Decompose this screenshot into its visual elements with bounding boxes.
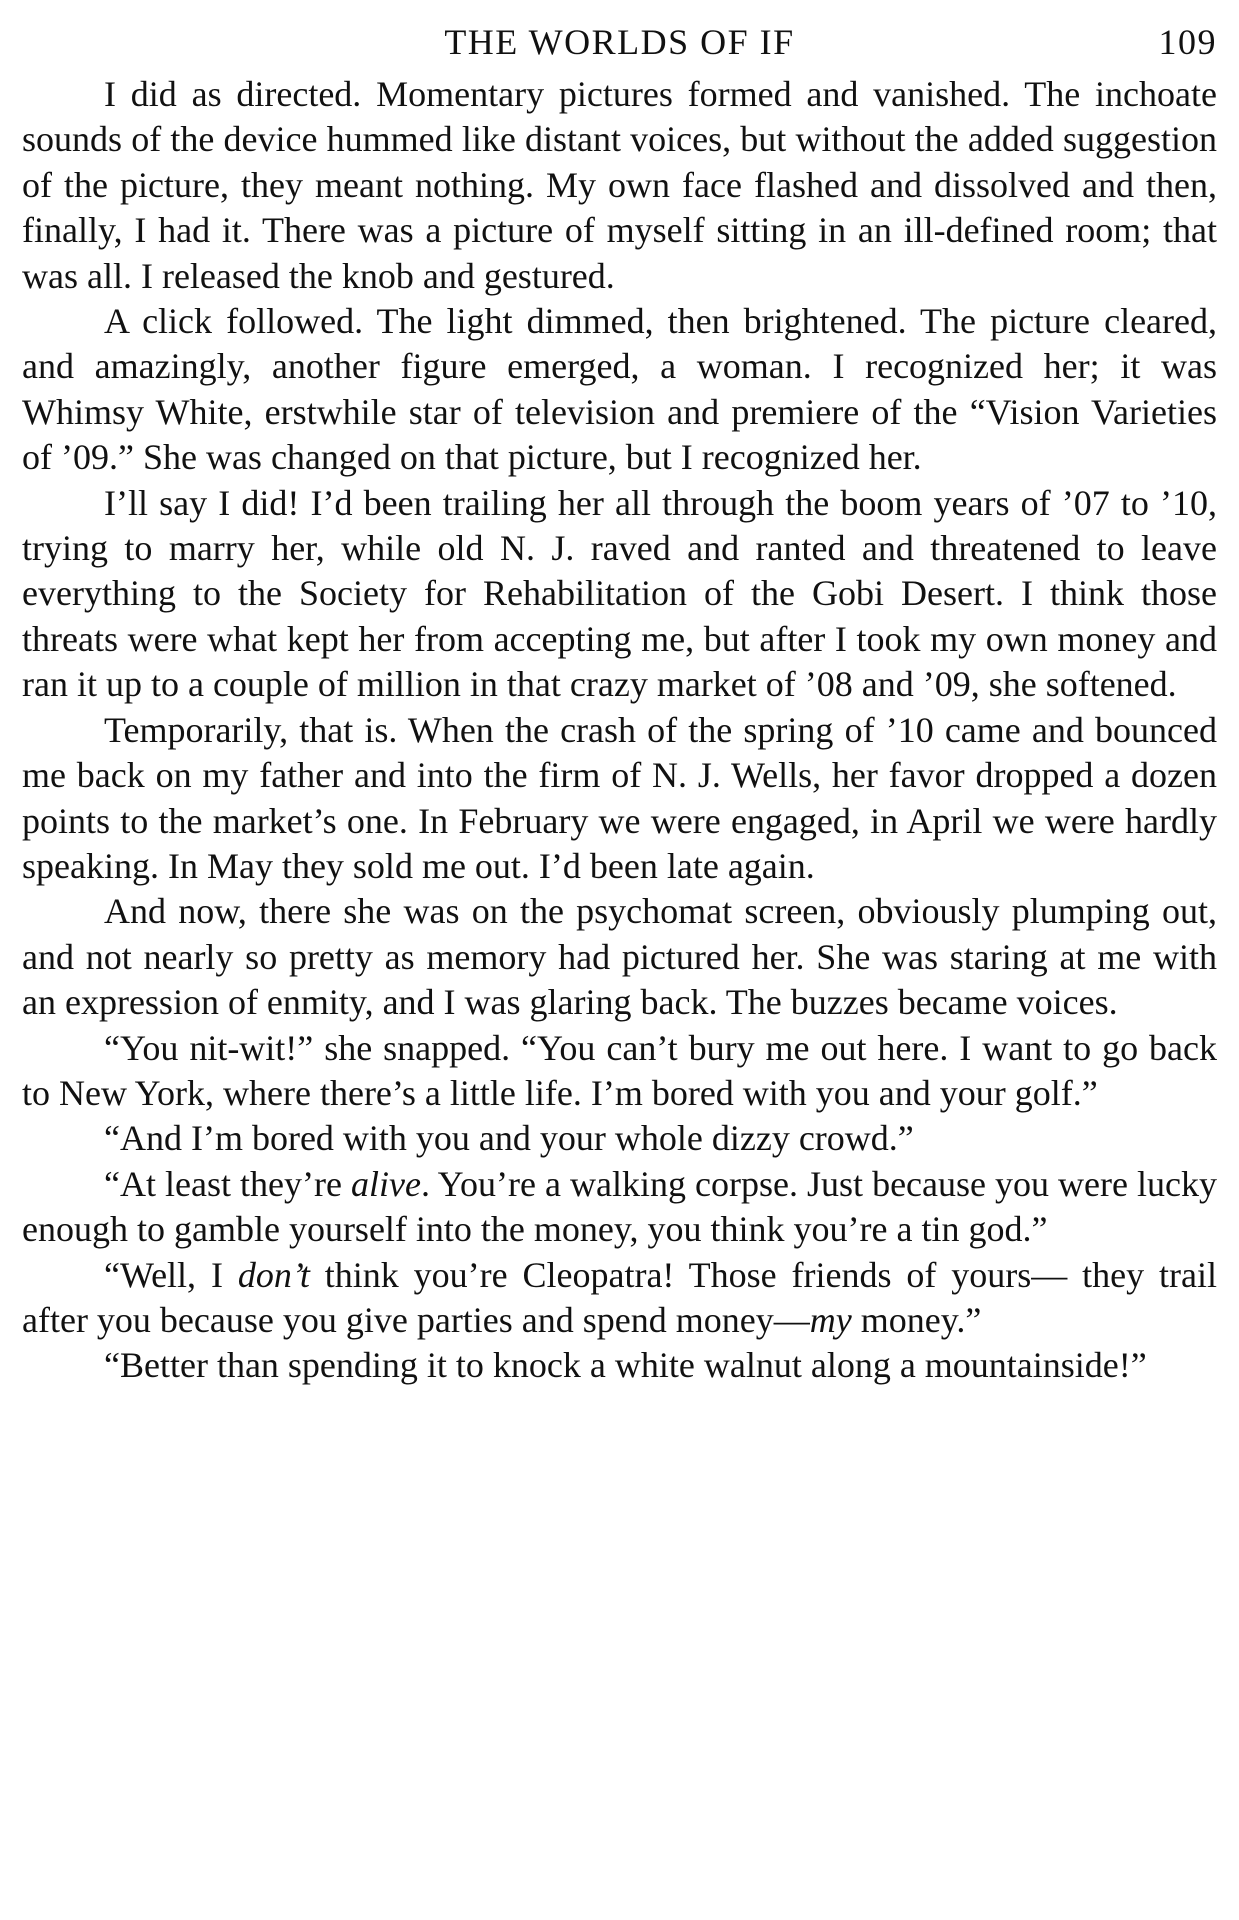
- text-run: “Well, I: [104, 1254, 238, 1295]
- running-title: THE WORLDS OF IF: [444, 22, 795, 62]
- text-run: . You’re a walking corpse. Just because you were lucky enough to gamble yourself into the money, you think you’re a tin god.”: [22, 1163, 1217, 1250]
- paragraph: [22, 72, 1217, 299]
- text-run: And now, there she was on the psychomat screen, obviously plumping out, and not nearly so pretty as memory had pictured her. She was staring at me with an expression of enmity, and I was glaring back. The buzzes became voices.: [22, 891, 1217, 1023]
- paragraph: [22, 1162, 1217, 1253]
- text-run: I’ll say I did! I’d been trailing her all through the boom years of ’07 to ’10, trying to marry her, while old N. J. raved and ranted and threatened to leave everything to the Society for Rehabilitation of the Gobi Desert. I think those threats were what kept her from accepting me, but after I took my own money and ran it up to a couple of million in that crazy market of ’08 and ’09, she softened.: [22, 482, 1217, 705]
- paragraph: [22, 708, 1217, 890]
- book-page: [22, 12, 1217, 1907]
- paragraph: [22, 1343, 1217, 1388]
- text-run: I did as directed. Momentary pictures formed and vanished. The inchoate sounds of the device hummed like distant voices, but without the added suggestion of the picture, they meant nothing. My own face flashed and dissolved and then, finally, I had it. There was a picture of myself sitting in an ill-defined room; that was all. I released the knob and gestured.: [22, 74, 1217, 296]
- text-run: think you’re Cleopatra! Those friends of yours— they trail after you because you give parties and spend money—: [22, 1254, 1217, 1340]
- page-number: 109: [1158, 22, 1217, 62]
- text-run: “You nit-wit!” she snapped. “You can’t bury me out here. I want to go back to New York, where there’s a little life. I’m bored with you and your golf.”: [22, 1027, 1217, 1113]
- paragraph: [22, 1116, 1217, 1161]
- text-run: “Better than spending it to knock a white walnut along a mountainside!”: [104, 1345, 1147, 1386]
- text-run: money.”: [851, 1299, 982, 1340]
- running-head: [22, 12, 1217, 72]
- text-run: Temporarily, that is. When the crash of the spring of ’10 came and bounced me back on my father and into the firm of N. J. Wells, her favor dropped a dozen points to the market’s one. In February we were engaged, in April we were hardly speaking. In May they sold me out. I’d been late again.: [22, 709, 1217, 886]
- paragraph: [22, 481, 1217, 708]
- text-run: “At least they’re: [104, 1163, 351, 1204]
- paragraph: [22, 1253, 1217, 1344]
- italic-text: alive: [350, 1163, 421, 1204]
- body-text: [22, 72, 1217, 1389]
- text-run: A click followed. The light dimmed, then brightened. The picture cleared, and amazingly, another figure emerged, a woman. I recognized her; it was Whimsy White, erstwhile star of television and premiere of the “Vision Varieties of ’09.” She was changed on that picture, but I recognized her.: [22, 301, 1217, 478]
- paragraph: [22, 299, 1217, 481]
- paragraph: [22, 889, 1217, 1025]
- paragraph: [22, 1026, 1217, 1117]
- italic-text: my: [809, 1299, 852, 1340]
- italic-text: don’t: [237, 1254, 310, 1295]
- text-run: “And I’m bored with you and your whole dizzy crowd.”: [104, 1118, 914, 1159]
